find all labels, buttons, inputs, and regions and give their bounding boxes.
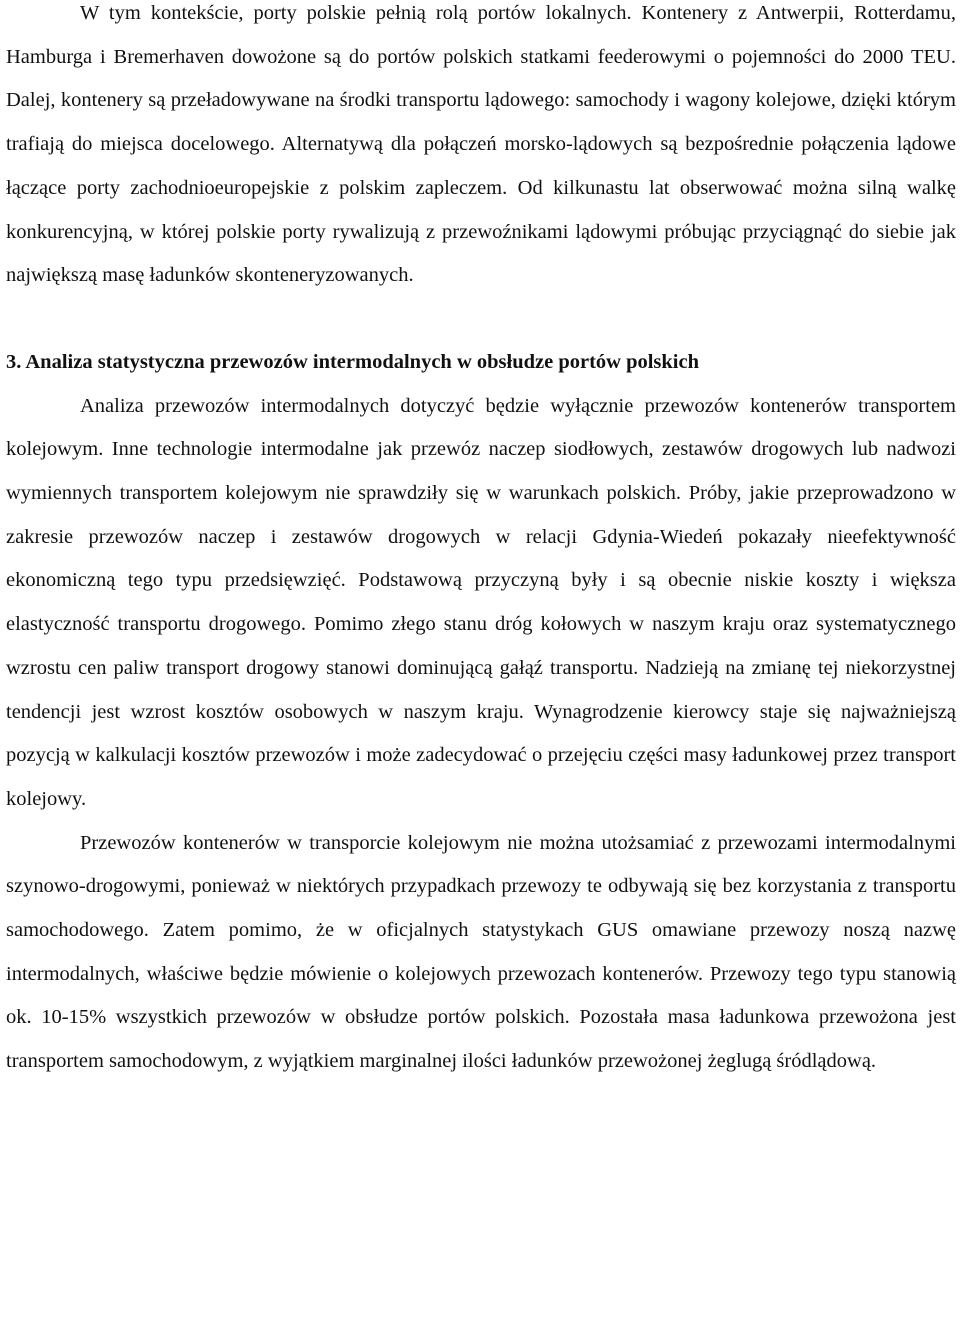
paragraph-rail-container-transport: Przewozów kontenerów w transporcie kolejowym nie można utożsamiać z przewozami intermodalnymi szynowo-drogowymi, ponieważ w niektórych przypadkach przewozy te odbywają się bez korzystania z transportu samochodowego. Zatem pomimo, że w oficjalnych statystykach GUS omawiane przewozy noszą nazwę intermodalnych, właściwe będzie mówienie o kolejowych przewozach kontenerów. Przewozy tego typu stanowią ok. 10-15% wszystkich przewozów w obsłudze portów polskich. Pozostała masa ładunkowa przewożona jest transportem samochodowym, z wyjątkiem marginalnej ilości ładunków przewożonej żeglugą śródlądową. <box>6 831 956 1073</box>
section-heading: 3. Analiza statystyczna przewozów intermodalnych w obsłudze portów polskich <box>6 350 700 373</box>
paragraph-ports-context: W tym kontekście, porty polskie pełnią rolą portów lokalnych. Kontenery z Antwerpii, Rotterdamu, Hamburga i Bremerhaven dowożone są do portów polskich statkami feederowymi o pojemności do 2000 TEU. Dalej, kontenery są przeładowywane na środki transportu lądowego: samochody i wagony kolejowe, dzięki którym trafiają do miejsca docelowego. Alternatywą dla połączeń morsko-lądowych są bezpośrednie połączenia lądowe łączące porty zachodnioeuropejskie z polskim zapleczem. Od kilkunastu lat obserwować można silną walkę konkurencyjną, w której polskie porty rywalizują z przewoźnikami lądowymi próbując przyciągnąć do siebie jak największą masę ładunków skonteneryzowanych. <box>6 2 956 287</box>
document-page <box>6 0 956 1084</box>
paragraph-intermodal-analysis: Analiza przewozów intermodalnych dotyczyć będzie wyłącznie przewozów kontenerów transportem kolejowym. Inne technologie intermodalne jak przewóz naczep siodłowych, zestawów drogowych lub nadwozi wymiennych transportem kolejowym nie sprawdziły się w warunkach polskich. Próby, jakie przeprowadzono w zakresie przewozów naczep i zestawów drogowych w relacji Gdynia-Wiedeń pokazały nieefektywność ekonomiczną tego typu przedsięwzięć. Podstawową przyczyną były i są obecnie niskie koszty i większa elastyczność transportu drogowego. Pomimo złego stanu dróg kołowych w naszym kraju oraz systematycznego wzrostu cen paliw transport drogowy stanowi dominującą gałąź transportu. Nadzieją na zmianę tej niekorzystnej tendencji jest wzrost kosztów osobowych w naszym kraju. Wynagrodzenie kierowcy staje się najważniejszą pozycją w kalkulacji kosztów przewozów i może zadecydować o przejęciu części masy ładunkowej przez transport kolejowy. <box>6 394 956 810</box>
